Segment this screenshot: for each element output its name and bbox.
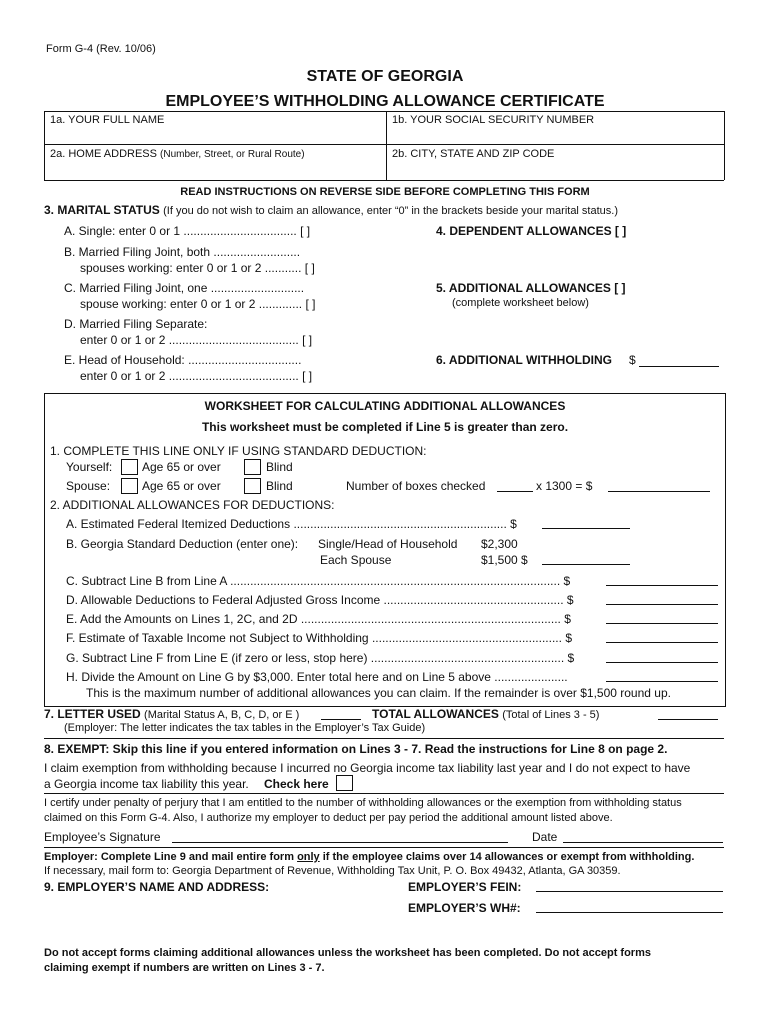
line-2h-input[interactable] (606, 681, 718, 682)
employer-mail-text: If necessary, mail form to: Georgia Department of Revenue, Withholding Tax Unit, P. O. Box 49432, Atlanta, GA 30359. (44, 865, 621, 877)
home-address-label: 2a. HOME ADDRESS (50, 148, 157, 160)
total-allowances-row (372, 707, 599, 721)
employer-fein-input[interactable] (536, 891, 723, 892)
certify-text-1: I certify under penalty of perjury that I am entitled to the number of withholding allowances or the exemption from withholding status (44, 797, 682, 809)
full-name-field[interactable]: 1a. YOUR FULL NAME (50, 114, 165, 126)
footer-text-1: Do not accept forms claiming additional allowances unless the worksheet has been completed. Do not accept forms (44, 947, 651, 959)
footer-text-2: claiming exempt if numbers are written on Lines 3 - 7. (44, 962, 325, 974)
yourself-blind-label: Blind (266, 460, 293, 474)
dependent-allowances[interactable]: 4. DEPENDENT ALLOWANCES [ ] (436, 224, 627, 238)
total-allowances-label: TOTAL ALLOWANCES (372, 707, 499, 721)
spouse-age65-checkbox[interactable] (121, 478, 138, 494)
certify-text-2: claimed on this Form G-4. Also, I authorize my employer to deduct per pay period the additional amount listed above. (44, 812, 613, 824)
x1300-label: x 1300 = $ (536, 479, 593, 493)
marital-status-label: 3. MARITAL STATUS (44, 203, 160, 217)
yourself-age65-checkbox[interactable] (121, 459, 138, 475)
city-state-zip-field[interactable]: 2b. CITY, STATE AND ZIP CODE (392, 148, 555, 160)
letter-used-label: 7. LETTER USED (44, 707, 141, 721)
line-2a: A. Estimated Federal Itemized Deductions ................................................................ $ (66, 517, 517, 531)
marital-hoh-2[interactable]: enter 0 or 1 or 2 ....................................... [ ] (80, 369, 313, 383)
employer-wh-input[interactable] (536, 912, 723, 913)
line-2d: D. Allowable Deductions to Federal Adjusted Gross Income ...................................................... $ (66, 593, 574, 607)
signature-label: Employee’s Signature (44, 830, 161, 844)
form-id: Form G-4 (Rev. 10/06) (46, 43, 156, 55)
marital-mfs-1: D. Married Filing Separate: (64, 317, 208, 331)
worksheet-title: WORKSHEET FOR CALCULATING ADDITIONAL ALLOWANCES (204, 399, 566, 413)
exempt-checkbox[interactable] (336, 775, 353, 791)
line-2d-input[interactable] (606, 604, 718, 605)
home-address-field[interactable] (50, 148, 305, 160)
line-2b-single-amount: $2,300 (481, 537, 518, 551)
line-2g: G. Subtract Line F from Line E (if zero or less, stop here) .......................................................... $ (66, 651, 575, 665)
letter-used-input[interactable] (321, 719, 361, 720)
x1300-result-input[interactable] (608, 491, 710, 492)
line-2h: H. Divide the Amount on Line G by $3,000. Enter total here and on Line 5 above ...................... (66, 670, 568, 684)
marital-mfj-one-2[interactable]: spouse working: enter 0 or 1 or 2 ............. [ ] (80, 297, 316, 311)
additional-withholding-label: 6. ADDITIONAL WITHHOLDING (436, 353, 612, 367)
form-title: STATE OF GEORGIA (306, 68, 464, 85)
line-2b-spouse-amount: $1,500 $ (481, 553, 528, 567)
line-2b-input[interactable] (542, 564, 630, 565)
employer-wh-label: EMPLOYER’S WH#: (408, 901, 521, 915)
exempt-heading: 8. EXEMPT: Skip this line if you entered information on Lines 3 - 7. Read the instructions for Line 8 on page 2. (44, 742, 668, 756)
total-allowances-input[interactable] (658, 719, 718, 720)
date-input[interactable] (563, 842, 723, 843)
additional-allowances[interactable]: 5. ADDITIONAL ALLOWANCES [ ] (436, 281, 626, 295)
employer-instructions-post: if the employee claims over 14 allowances or exempt from withholding. (319, 851, 695, 863)
marital-mfs-2[interactable]: enter 0 or 1 or 2 ....................................... [ ] (80, 333, 313, 347)
ssn-field[interactable]: 1b. YOUR SOCIAL SECURITY NUMBER (392, 114, 595, 126)
exempt-text-1: I claim exemption from withholding because I incurred no Georgia income tax liability last year and I do not expect to have (44, 761, 691, 775)
spouse-age65-label: Age 65 or over (142, 479, 221, 493)
additional-withholding-input[interactable] (639, 366, 719, 367)
boxes-checked-input[interactable] (497, 491, 533, 492)
employer-instructions-only: only (297, 851, 320, 863)
marital-status-note: (If you do not wish to claim an allowance, enter “0” in the brackets beside your marital status.) (163, 205, 619, 217)
boxes-checked-label: Number of boxes checked (346, 479, 486, 493)
yourself-blind-checkbox[interactable] (244, 459, 261, 475)
signature-input[interactable] (172, 842, 508, 843)
line-2a-input[interactable] (542, 528, 630, 529)
letter-used-note: (Marital Status A, B, C, D, or E ) (144, 709, 300, 721)
employer-instructions-pre: Employer: Complete Line 9 and mail entire form (44, 851, 298, 863)
yourself-label: Yourself: (66, 460, 113, 474)
form-subtitle: EMPLOYEE’S WITHHOLDING ALLOWANCE CERTIFICATE (165, 93, 605, 110)
marital-status-heading (44, 203, 618, 217)
check-here-label: Check here (264, 777, 329, 791)
employer-instructions (44, 851, 694, 863)
line-2g-input[interactable] (606, 662, 718, 663)
worksheet-line-1: 1. COMPLETE THIS LINE ONLY IF USING STANDARD DEDUCTION: (50, 444, 427, 458)
spouse-label: Spouse: (66, 479, 111, 493)
marital-single[interactable]: A. Single: enter 0 or 1 .................................. [ ] (64, 224, 311, 238)
line-2c: C. Subtract Line B from Line A ................................................................................................... $ (66, 574, 571, 588)
line-2b-single: Single/Head of Household (318, 537, 458, 551)
spouse-blind-checkbox[interactable] (244, 478, 261, 494)
additional-allowances-note: (complete worksheet below) (452, 297, 589, 309)
worksheet-subtitle: This worksheet must be completed if Line 5 is greater than zero. (201, 420, 569, 434)
line-2f-input[interactable] (606, 642, 718, 643)
line-2e: E. Add the Amounts on Lines 1, 2C, and 2D .............................................................................. $ (66, 612, 571, 626)
exempt-text-2: a Georgia income tax liability this year. (44, 777, 249, 791)
line-2b: B. Georgia Standard Deduction (enter one): (66, 537, 299, 551)
employer-fein-label: EMPLOYER’S FEIN: (408, 880, 522, 894)
line-2b-spouse: Each Spouse (320, 553, 392, 567)
additional-withholding-dollar: $ (629, 353, 636, 367)
letter-used-row (44, 707, 299, 721)
worksheet-line-2: 2. ADDITIONAL ALLOWANCES FOR DEDUCTIONS: (50, 498, 335, 512)
employer-name-address[interactable]: 9. EMPLOYER’S NAME AND ADDRESS: (44, 880, 270, 894)
date-label: Date (532, 830, 558, 844)
marital-mfj-one-1: C. Married Filing Joint, one ............................ (64, 281, 305, 295)
line-2c-input[interactable] (606, 585, 718, 586)
employer-letter-note: (Employer: The letter indicates the tax tables in the Employer’s Tax Guide) (64, 722, 426, 734)
marital-hoh-1: E. Head of Household: .................................. (64, 353, 302, 367)
total-allowances-note: (Total of Lines 3 - 5) (502, 709, 600, 721)
line-2f: F. Estimate of Taxable Income not Subject to Withholding ......................................................... $ (66, 631, 572, 645)
marital-mfj-both-1: B. Married Filing Joint, both .......................... (64, 245, 301, 259)
home-address-note: (Number, Street, or Rural Route) (160, 149, 305, 160)
line-2e-input[interactable] (606, 623, 718, 624)
yourself-age65-label: Age 65 or over (142, 460, 221, 474)
line-2h-note: This is the maximum number of additional allowances you can claim. If the remainder is over $1,500 round up. (86, 686, 671, 700)
spouse-blind-label: Blind (266, 479, 293, 493)
read-instructions: READ INSTRUCTIONS ON REVERSE SIDE BEFORE COMPLETING THIS FORM (180, 186, 590, 198)
marital-mfj-both-2[interactable]: spouses working: enter 0 or 1 or 2 ........... [ ] (80, 261, 315, 275)
